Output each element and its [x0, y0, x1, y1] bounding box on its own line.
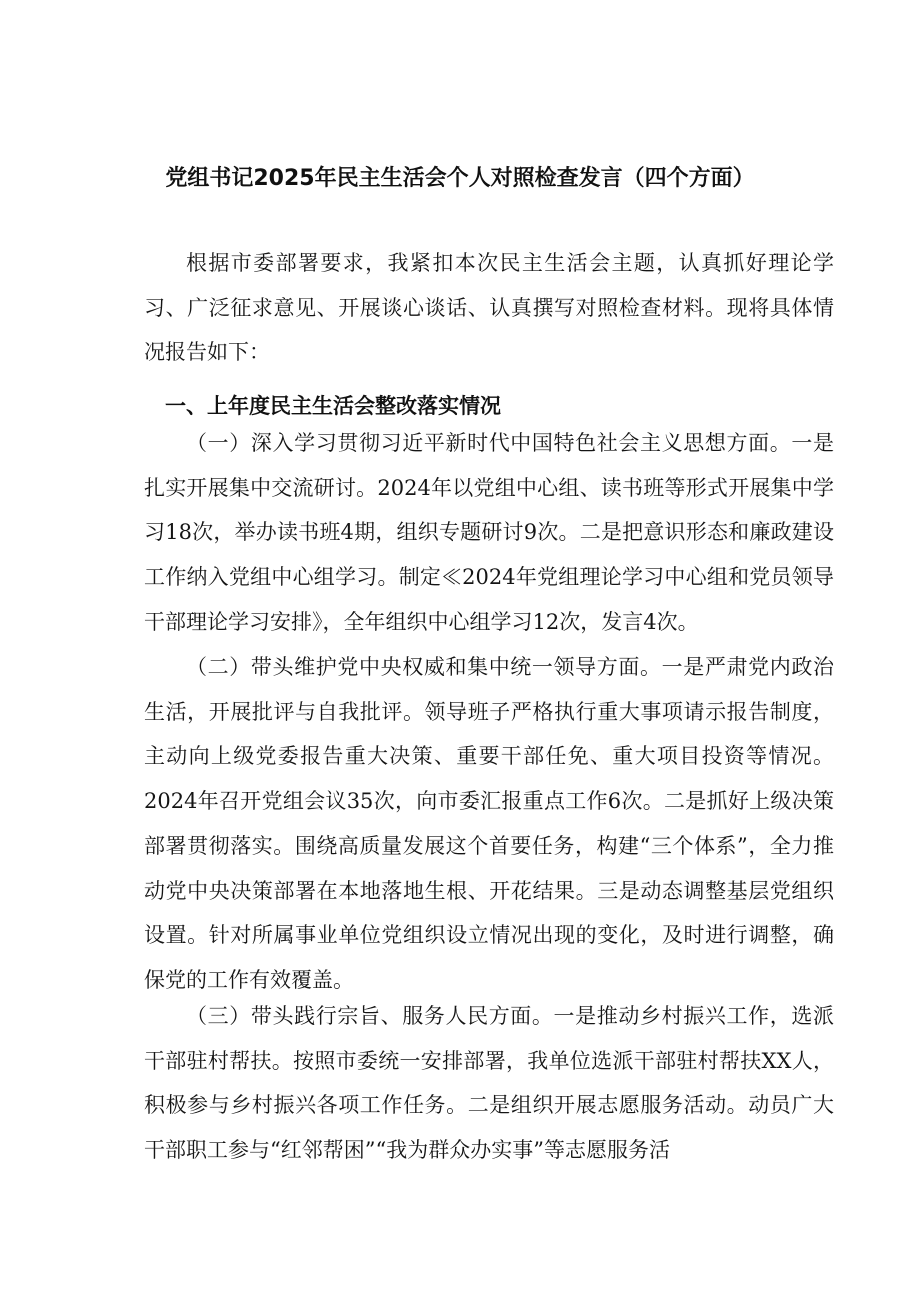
intro-paragraph: 根据市委部署要求，我紧扣本次民主生活会主题，认真抓好理论学习、广泛征求意见、开展谈心谈话、认真撰写对照检查材料。现将具体情况报告如下：: [144, 251, 834, 365]
paragraph-1: （一）深入学习贯彻习近平新时代中国特色社会主义思想方面。一是扎实开展集中交流研讨。2024年以党组中心组、读书班等形式开展集中学习18次，举办读书班4期，组织专题研讨9次。二是把意识形态和廉政建设工作纳入党组中心组学习。制定≪2024年党组理论学习中心组和党员领导干部理论学习安排》，全年组织中心组学习12次，发言4次。: [144, 431, 834, 634]
paragraph-2: （二）带头维护党中央权威和集中统一领导方面。一是严肃党内政治生活，开展批评与自我批评。领导班子严格执行重大事项请示报告制度，主动向上级党委报告重大决策、重要干部任免、重大项目投资等情况。2024年召开党组会议35次，向市委汇报重点工作6次。二是抓好上级决策部署贯彻落实。围绕高质量发展这个首要任务，构建“三个体系”，全力推动党中央决策部署在本地落地生根、开花结果。三是动态调整基层党组织设置。针对所属事业单位党组织设立情况出现的变化，及时进行调整，确保党的工作有效覆盖。: [144, 655, 834, 992]
paragraph-3: （三）带头践行宗旨、服务人民方面。一是推动乡村振兴工作，选派干部驻村帮扶。按照市委统一安排部署，我单位选派干部驻村帮扶XX人，积极参与乡村振兴各项工作任务。二是组织开展志愿服务活动。动员广大干部职工参与“红邻帮困”“我为群众办实事”等志愿服务活: [144, 1004, 834, 1163]
section-heading: 一、上年度民主生活会整改落实情况: [165, 394, 501, 418]
document-title: 党组书记2025年民主生活会个人对照检查发言（四个方面）: [165, 166, 755, 191]
